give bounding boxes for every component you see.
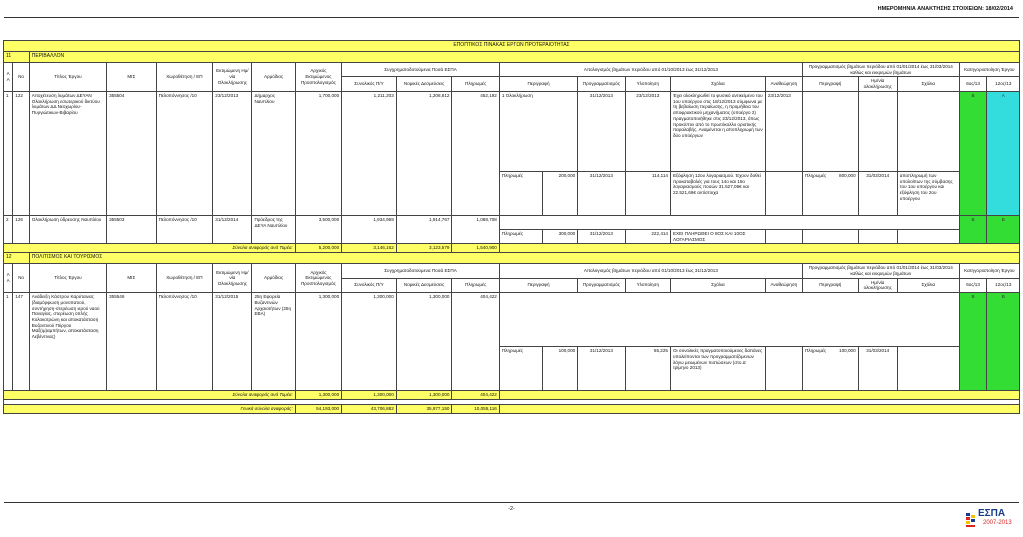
section-row	[4, 253, 1020, 264]
priority-projects-table	[3, 40, 1020, 414]
col-no: Νο	[13, 264, 29, 293]
section-totals-row	[4, 244, 1020, 253]
table-row	[4, 293, 1020, 347]
col-espa-total: Συνολικός Π/Υ	[342, 77, 397, 91]
col-rep-done: Υλοποίηση	[625, 77, 670, 91]
totals-filler	[499, 404, 1019, 413]
col-report-group: Απολογισμός βημάτων περιόδου από 01/10/2013 έως 31/12/2013	[499, 63, 802, 77]
step-done: 65,225	[625, 347, 670, 391]
plan-date	[858, 229, 897, 243]
col-category-group: Κατηγοριοποίηση Έργου	[959, 63, 1019, 77]
section-number: 11	[4, 52, 30, 63]
project-budget: 3,500,000	[295, 215, 341, 243]
section-number: 12	[4, 253, 30, 264]
category-badge: A	[987, 91, 1020, 215]
col-plan-desc: Περιγραφή	[802, 278, 858, 292]
col-rep-done: Υλοποίηση	[625, 278, 670, 292]
step-comments: Οι συνολικές πραγματοποιούμενες δαπάνες υπολείπονται των προγραμματιζόμενων λόγω μειωμένων πιστώσεων (στο Δ' τρίμηνο 2013)	[670, 347, 765, 391]
step-done: 23/12/2013	[625, 91, 670, 171]
logo-mark	[966, 513, 975, 527]
step-resched	[765, 229, 802, 243]
project-title: Ολοκλήρωση ύδρευσης Ναυπλίου	[29, 215, 106, 243]
header-row-1	[4, 264, 1020, 278]
project-authority: Δήμαρχος Ναυπλίου	[252, 91, 295, 215]
col-location: Χωροθέτηση / ΕΠ	[156, 264, 213, 293]
totals-filler	[499, 244, 1019, 253]
project-espa-legal: 1,300,000	[396, 293, 452, 391]
grand-totals-row	[4, 404, 1020, 413]
category-badge: B	[987, 293, 1020, 391]
step-amount: 200,000	[543, 171, 578, 215]
col-plan-date: Ημ/νία ολοκλήρωσης	[858, 278, 897, 292]
total-espa-paid: 404,422	[452, 391, 499, 400]
step-spacer	[499, 293, 959, 347]
total-budget: 5,200,000	[295, 244, 341, 253]
plan-comments: αποπληρωμή των υπολοίπων της σύμβασης του 1ου υποέργου και εξόφληση του 2ου υποέργου	[897, 171, 959, 215]
col-espa-legal: Νομικές Δεσμεύσεις	[396, 77, 452, 91]
table-row	[4, 91, 1020, 171]
espa-logo	[965, 503, 1017, 533]
project-completion: 31/12/2014	[213, 215, 252, 243]
project-espa-legal: 1,208,812	[396, 91, 452, 215]
grand-total-budget: 54,193,000	[295, 404, 341, 413]
plan-date: 31/03/2014	[858, 347, 897, 391]
col-completion: Εκτιμώμενη Ημ/νία Ολοκλήρωσης	[213, 264, 252, 293]
col-plan-date: Ημ/νία ολοκλήρωσης	[858, 77, 897, 91]
step-amount: 300,000	[543, 229, 578, 243]
project-location: Πελοπόννησος /10	[156, 215, 213, 243]
col-rep-planned: Προγραμματισμός	[578, 77, 625, 91]
plan-desc-label: Πληρωμές	[804, 348, 827, 354]
project-espa-total: 1,300,000	[342, 293, 397, 391]
project-no: 126	[13, 215, 29, 243]
retrieval-date-label: ΗΜΕΡΟΜΗΝΙΑ ΑΝΑΚΤΗΣΗΣ ΣΤΟΙΧΕΙΩΝ:	[877, 6, 984, 12]
project-no: 122	[13, 91, 29, 215]
total-budget: 1,300,000	[295, 391, 341, 400]
project-location: Πελοπόννησος /10	[156, 293, 213, 391]
logo-years: 2007-2013	[983, 520, 1012, 526]
col-espa-group: Συγχρηματοδοτούμενα Ποσά ΕΣΠΑ	[342, 63, 500, 77]
project-aa: 1	[4, 91, 13, 215]
col-plan-comments: Σχόλια	[897, 77, 959, 91]
project-mis: 355503	[107, 215, 156, 243]
section-totals-row	[4, 391, 1020, 400]
col-cat-2: 12ος/13	[987, 278, 1020, 292]
project-espa-total: 1,934,959	[342, 215, 397, 243]
step-resched	[765, 347, 802, 391]
col-rep-resched: Αναθεώρηση	[765, 77, 802, 91]
plan-date	[858, 91, 897, 171]
col-title: Τίτλος Έργου	[29, 264, 106, 293]
project-title: Ανάδειξη Κάστρου Καρύταινας (διαμόρφωση μονοπατιού, συντήρηση-στερέωση ιερού ναού Παναγίας, στερέωση οπλής Κολοκοτρώνη και αποκατάσταση Βυζαντινού Πύργου Μαξ(ιμ)αμπήτων, αποκατάσταση Λεβέντινας)	[29, 293, 106, 391]
step-desc: Πληρωμές	[499, 171, 542, 215]
project-aa: 1	[4, 293, 13, 391]
step-planned: 31/12/2013	[578, 347, 625, 391]
project-completion: 31/12/2015	[213, 293, 252, 391]
section-totals-label: Σύνολα αναφοράς ανά Τομέα:	[4, 244, 296, 253]
step-amount: 100,000	[543, 347, 578, 391]
col-cat-1: 6ος/13	[959, 77, 987, 91]
grand-total-espa-legal: 35,877,150	[396, 404, 452, 413]
project-espa-paid: 452,192	[452, 91, 499, 215]
section-name: ΠΕΡΙΒΑΛΛΟΝ	[29, 52, 1019, 63]
col-report-group: Απολογισμός βημάτων περιόδου από 01/10/2013 έως 31/12/2013	[499, 264, 802, 278]
col-location: Χωροθέτηση / ΕΠ	[156, 63, 213, 92]
bottom-rule	[4, 502, 1019, 503]
total-espa-legal: 1,300,000	[396, 391, 452, 400]
step-desc: 1 Ολοκλήρωση	[499, 91, 577, 171]
total-espa-total: 1,300,000	[342, 391, 397, 400]
top-rule	[4, 17, 1019, 18]
project-budget: 1,700,000	[295, 91, 341, 215]
project-location: Πελοπόννησος /10	[156, 91, 213, 215]
project-no: 147	[13, 293, 29, 391]
project-aa: 2	[4, 215, 13, 243]
col-category-group: Κατηγοριοποίηση Έργου	[959, 264, 1019, 278]
col-plan-comments: Σχόλια	[897, 278, 959, 292]
header-row-1	[4, 63, 1020, 77]
grand-totals-label: Γενικά σύνολα αναφοράς:	[4, 404, 296, 413]
step-comments: Έχει ολοκληρωθεί το φυσικό αντικείμενο του 1ου υποέργου στις 18/12/2013 σύμφωνα με τη βεβαίωση περαίωσης, η προμήθεια του αποφρακτικού μηχανήματος (υποέργο 2) πραγματοποιήθηκε στις 23/12/2013, όπως προκύπτει από το πρωτόκολλο οριστικής παραλαβής. Αναμένεται η αποπληρωμή των δύο υποέργων	[670, 91, 765, 171]
col-rep-planned: Προγραμματισμός	[578, 278, 625, 292]
project-budget: 1,300,000	[295, 293, 341, 391]
step-planned: 31/12/2013	[578, 229, 625, 243]
category-badge: B	[959, 215, 987, 243]
col-budget: Αρχικός Εκτιμώμενος Προϋπολογισμός	[295, 264, 341, 293]
category-badge: B	[959, 293, 987, 391]
plan-comments	[897, 347, 959, 391]
col-mis: ΜΙΣ	[107, 264, 156, 293]
project-authority: Πρόεδρος της ΔΕΥΑ Ναυπλίου	[252, 215, 295, 243]
plan-desc	[802, 171, 858, 215]
step-resched	[765, 171, 802, 215]
col-aa: ΑΑ	[4, 264, 13, 293]
col-espa-total: Συνολικός Π/Υ	[342, 278, 397, 292]
project-completion: 23/12/2013	[213, 91, 252, 215]
step-comments: Εξόφληση 12ου λογαριασμού. Έχουν δοθεί προκαταβολές για τους 14ο και 15ο λογαριασμούς ποσών 31.527,06€ και 22.521,66€ αντίστοιχα	[670, 171, 765, 215]
project-espa-legal: 1,914,767	[396, 215, 452, 243]
project-mis: 355546	[107, 293, 156, 391]
total-espa-legal: 3,123,579	[396, 244, 452, 253]
plan-amount: 100,000	[839, 348, 856, 354]
step-planned: 31/12/2013	[578, 171, 625, 215]
project-espa-paid: 404,422	[452, 293, 499, 391]
page-number: -2-	[508, 506, 515, 512]
table-title: ΕΠΟΠΤΙΚΟΣ ΠΙΝΑΚΑΣ ΕΡΓΩΝ ΠΡΟΤΕΡΑΙΟΤΗΤΑΣ	[4, 41, 1020, 52]
project-mis: 355504	[107, 91, 156, 215]
grand-total-espa-total: 43,706,882	[342, 404, 397, 413]
plan-comments	[897, 91, 959, 171]
col-plan-group: Προγραμματισμός βημάτων περιόδου από 01/01/2014 έως 31/03/2014 καθώς και εκκρεμών βημάτων	[802, 63, 959, 77]
retrieval-date	[878, 6, 1013, 12]
step-comments: ΕΧΕΙ ΠΛΗΡΩΘΕΙ Ο 8ΟΣ ΚΑΙ 10ΟΣ ΛΟΓΑΡΙΑΣΜΟΣ	[670, 229, 765, 243]
col-aa: ΑΑ	[4, 63, 13, 92]
step-done: 222,414	[625, 229, 670, 243]
plan-comments	[897, 229, 959, 243]
table-row	[4, 215, 1020, 229]
section-row	[4, 52, 1020, 63]
plan-date: 31/03/2014	[858, 171, 897, 215]
col-budget: Αρχικός Εκτιμώμενος Προϋπολογισμός	[295, 63, 341, 92]
table-title-row	[4, 41, 1020, 52]
col-rep-resched: Αναθεώρηση	[765, 278, 802, 292]
col-espa-paid: Πληρωμές	[452, 278, 499, 292]
col-espa-legal: Νομικές Δεσμεύσεις	[396, 278, 452, 292]
col-authority: Αρμόδιος	[252, 264, 295, 293]
col-rep-comments: Σχόλια	[670, 77, 765, 91]
col-rep-comments: Σχόλια	[670, 278, 765, 292]
grand-total-espa-paid: 10,055,116	[452, 404, 499, 413]
col-espa-group: Συγχρηματοδοτούμενα Ποσά ΕΣΠΑ	[342, 264, 500, 278]
col-completion: Εκτιμώμενη Ημ/νία Ολοκλήρωσης	[213, 63, 252, 92]
col-espa-paid: Πληρωμές	[452, 77, 499, 91]
step-resched: 23/12/2013	[765, 91, 802, 171]
col-no: Νο	[13, 63, 29, 92]
col-title: Τίτλος Έργου	[29, 63, 106, 92]
col-mis: ΜΙΣ	[107, 63, 156, 92]
project-espa-paid: 1,088,708	[452, 215, 499, 243]
plan-desc	[802, 347, 858, 391]
category-badge: B	[959, 91, 987, 215]
step-desc: Πληρωμές	[499, 347, 542, 391]
col-authority: Αρμόδιος	[252, 63, 295, 92]
step-done: 114,114	[625, 171, 670, 215]
step-spacer	[499, 215, 959, 229]
retrieval-date-value: 18/02/2014	[985, 6, 1013, 12]
col-rep-desc: Περιγραφή	[499, 278, 577, 292]
col-cat-2: 12ος/13	[987, 77, 1020, 91]
plan-desc	[802, 229, 858, 243]
col-plan-group: Προγραμματισμός βημάτων περιόδου από 01/01/2014 έως 31/03/2014 καθώς και εκκρεμών βημάτων	[802, 264, 959, 278]
plan-desc-label: Πληρωμές	[804, 172, 827, 178]
plan-desc	[802, 91, 858, 171]
section-name: ΠΟΛΙΤΙΣΜΟΣ ΚΑΙ ΤΟΥΡΙΣΜΟΣ	[29, 253, 1019, 264]
step-planned: 31/12/2013	[578, 91, 625, 171]
plan-amount: 800,000	[839, 172, 856, 178]
project-espa-total: 1,211,203	[342, 91, 397, 215]
total-espa-total: 3,146,162	[342, 244, 397, 253]
category-badge: B	[987, 215, 1020, 243]
col-rep-desc: Περιγραφή	[499, 77, 577, 91]
col-cat-1: 6ος/13	[959, 278, 987, 292]
project-title: Αποχέτευση λυμάτων ΔΕΥΑΝ Ολοκλήρωση εσωτερικού δικτύου λυμάτων ΔΔ Νεοχωρίου-Πυργιώτικων-Βιβαρίου	[29, 91, 106, 215]
totals-filler	[499, 391, 1019, 400]
section-totals-label: Σύνολα αναφοράς ανά Τομέα:	[4, 391, 296, 400]
logo-text: ΕΣΠΑ	[978, 508, 1006, 519]
step-desc: Πληρωμές	[499, 229, 542, 243]
total-espa-paid: 1,540,900	[452, 244, 499, 253]
col-plan-desc: Περιγραφή	[802, 77, 858, 91]
project-authority: 25η Εφορεία Βυζαντινών Αρχαιοτήτων (25η ΕΒΑ)	[252, 293, 295, 391]
